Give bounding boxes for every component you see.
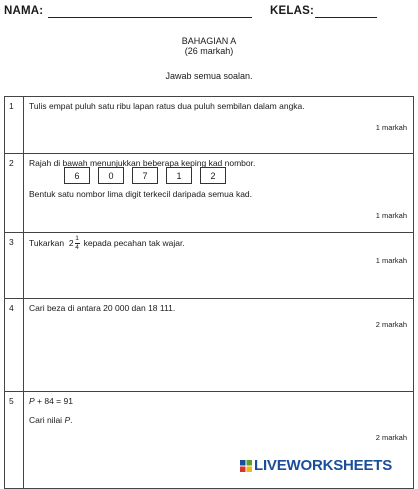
section-marks: (26 markah) xyxy=(184,46,234,56)
number-card: 6 xyxy=(64,167,90,184)
question-text xyxy=(29,236,185,251)
question-text-before: Cari nilai xyxy=(29,415,65,425)
liveworksheets-watermark xyxy=(240,457,415,475)
question-text-before: Tukarkan xyxy=(29,237,65,248)
number-card: 0 xyxy=(98,167,124,184)
liveworksheets-text: LIVEWORKSHEETS xyxy=(254,457,393,474)
question-body xyxy=(24,97,414,154)
section-title: BAHAGIAN A xyxy=(181,36,237,46)
equation-rest: + 84 = 91 xyxy=(34,396,73,406)
equation-text xyxy=(29,396,73,407)
question-row-1 xyxy=(5,97,414,154)
question-text: Rajah di bawah menunjukkan beberapa keping kad nombor. xyxy=(29,158,256,168)
marks-label: 2 markah xyxy=(375,433,407,442)
header xyxy=(4,5,414,21)
question-number: 3 xyxy=(5,233,24,299)
question-number: 5 xyxy=(5,392,24,489)
kelas-field[interactable] xyxy=(315,17,377,18)
number-card: 1 xyxy=(166,167,192,184)
question-number: 1 xyxy=(5,97,24,154)
marks-label: 1 markah xyxy=(375,256,407,265)
marks-label: 1 markah xyxy=(375,211,407,220)
question-body xyxy=(24,233,414,299)
fraction-denominator: 4 xyxy=(75,243,79,251)
question-variable: P xyxy=(64,415,71,425)
number-cards xyxy=(64,167,226,184)
mixed-number-whole: 2 xyxy=(68,237,74,248)
number-card: 2 xyxy=(200,167,226,184)
question-text-2: Bentuk satu nombor lima digit terkecil daripada semua kad. xyxy=(29,189,253,199)
question-row-4 xyxy=(5,299,414,392)
question-text: Cari beza di antara 20 000 dan 18 111. xyxy=(29,303,176,313)
question-row-2 xyxy=(5,154,414,233)
question-number: 4 xyxy=(5,299,24,392)
marks-label: 1 markah xyxy=(375,123,407,132)
question-text xyxy=(29,415,72,426)
question-row-3 xyxy=(5,233,414,299)
number-card: 7 xyxy=(132,167,158,184)
nama-label: NAMA: xyxy=(4,5,44,17)
liveworksheets-logo-icon xyxy=(240,460,252,472)
question-body xyxy=(24,154,414,233)
question-text-after: kepada pecahan tak wajar. xyxy=(83,237,185,248)
equation-variable: P xyxy=(29,396,35,406)
question-text: Tulis empat puluh satu ribu lapan ratus dua puluh sembilan dalam angka. xyxy=(29,101,305,111)
fraction xyxy=(75,236,80,251)
question-number: 2 xyxy=(5,154,24,233)
questions-table xyxy=(4,96,414,489)
question-body xyxy=(24,299,414,392)
nama-field[interactable] xyxy=(48,17,252,18)
fraction-numerator: 1 xyxy=(75,235,79,242)
kelas-label: KELAS: xyxy=(270,5,315,17)
marks-label: 2 markah xyxy=(375,320,407,329)
instruction: Jawab semua soalan. xyxy=(165,71,253,81)
question-text-after: . xyxy=(70,415,73,425)
